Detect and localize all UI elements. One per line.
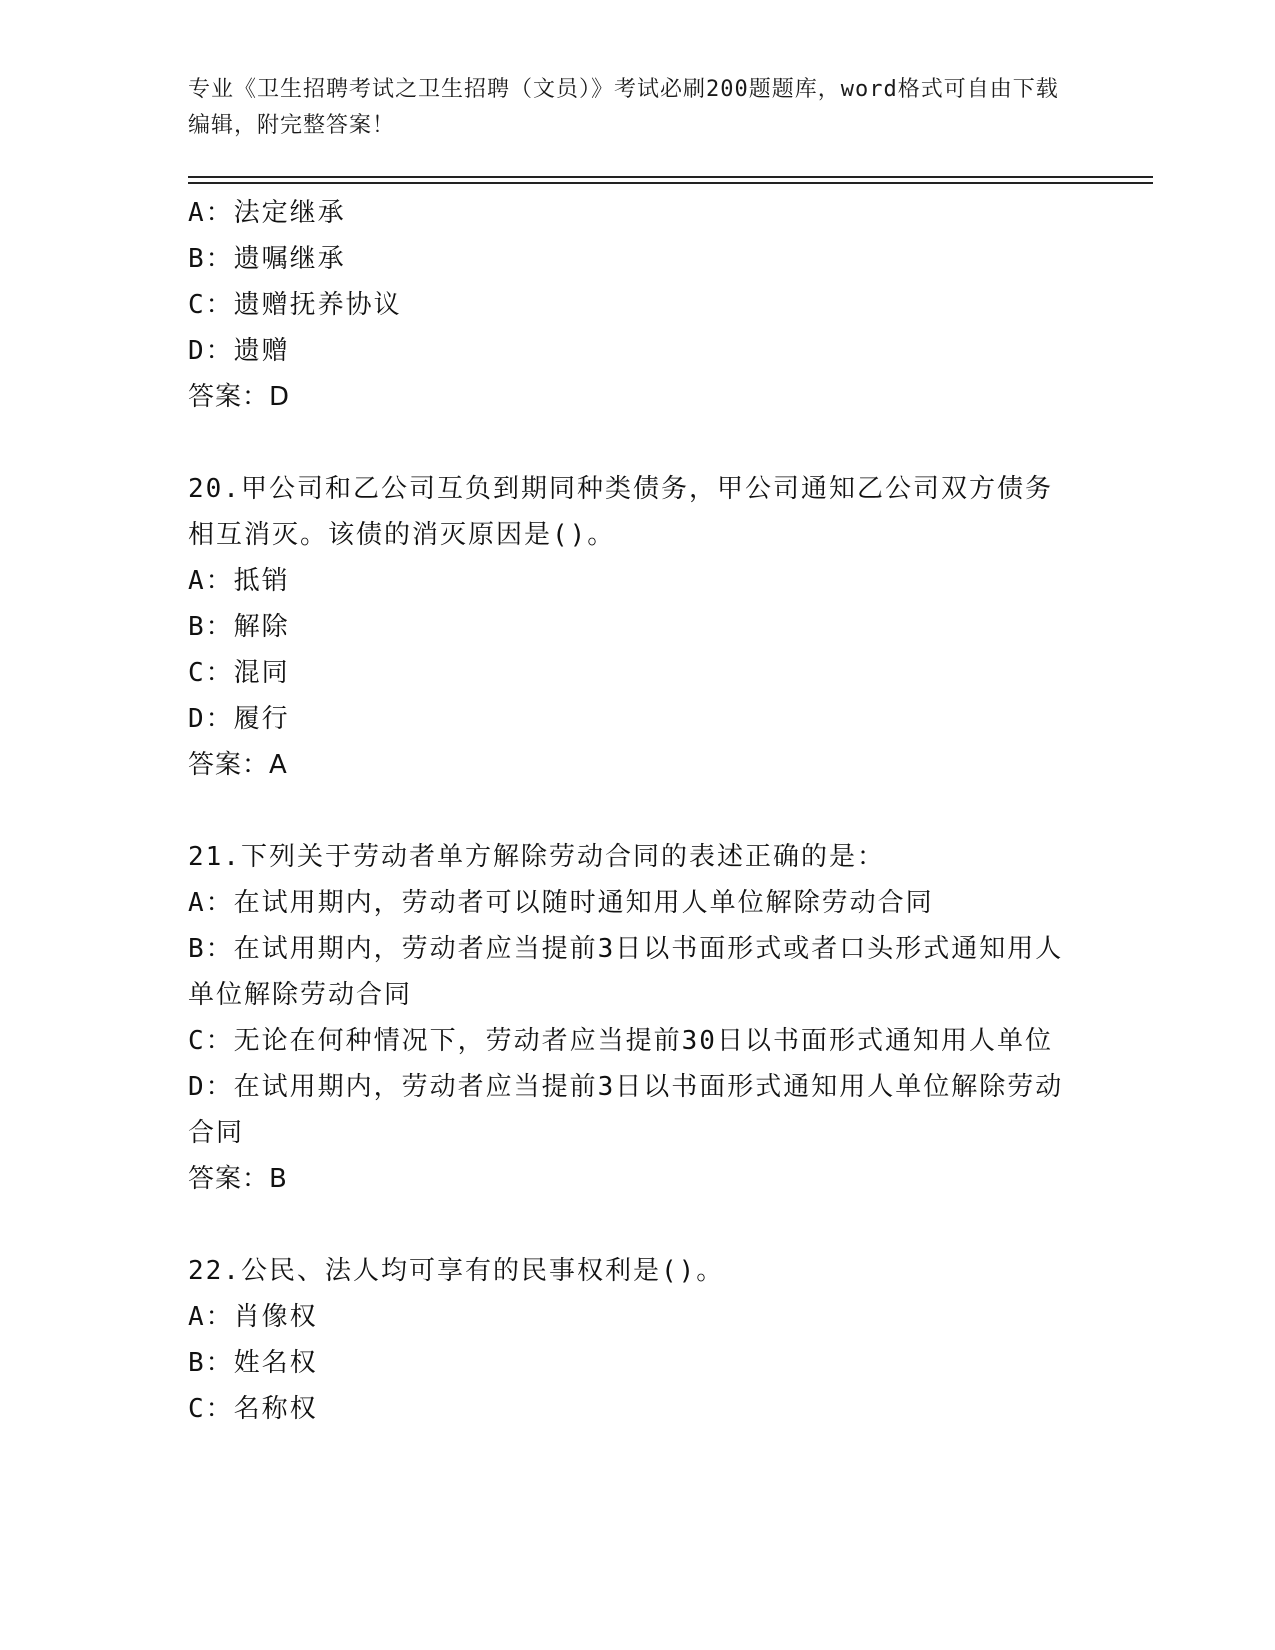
option-d: D：遗赠 (188, 336, 290, 366)
option-a: A：在试用期内，劳动者可以随时通知用人单位解除劳动合同 (188, 888, 934, 918)
option-a: A：抵销 (188, 566, 290, 596)
option-b: B：遗嘱继承 (188, 244, 346, 274)
option-b: B：姓名权 (188, 1348, 318, 1378)
option-b: B：在试用期内，劳动者应当提前3日以书面形式或者口头形式通知用人单位解除劳动合同 (188, 934, 1064, 1010)
option-d: D：履行 (188, 704, 290, 734)
header-rule-bottom (188, 182, 1153, 184)
option-c: C：混同 (188, 658, 290, 688)
header-rule-top (188, 176, 1153, 178)
spacer (188, 1202, 1088, 1248)
question-stem: 21.下列关于劳动者单方解除劳动合同的表述正确的是： (188, 842, 885, 872)
option-b: B：解除 (188, 612, 290, 642)
option-a: A：法定继承 (188, 198, 346, 228)
question-19 (188, 190, 1088, 420)
option-c: C：无论在何种情况下，劳动者应当提前30日以书面形式通知用人单位 (188, 1026, 1053, 1056)
question-20 (188, 466, 1088, 788)
question-stem: 22.公民、法人均可享有的民事权利是()。 (188, 1256, 725, 1286)
spacer (188, 420, 1088, 466)
document-header: 专业《卫生招聘考试之卫生招聘（文员）》考试必刷200题题库，word格式可自由下载编辑，附完整答案！ (188, 77, 1059, 138)
option-d: D：在试用期内，劳动者应当提前3日以书面形式通知用人单位解除劳动合同 (188, 1072, 1064, 1148)
question-content (188, 190, 1088, 1432)
question-stem: 20.甲公司和乙公司互负到期同种类债务，甲公司通知乙公司双方债务相互消灭。该债的消灭原因是()。 (188, 474, 1053, 550)
answer-line: 答案：B (188, 1164, 288, 1194)
question-22 (188, 1248, 1088, 1432)
option-c: C：名称权 (188, 1394, 318, 1424)
question-21 (188, 834, 1088, 1202)
answer-line: 答案：A (188, 750, 288, 780)
option-c: C：遗赠抚养协议 (188, 290, 402, 320)
option-a: A：肖像权 (188, 1302, 318, 1332)
spacer (188, 788, 1088, 834)
answer-line: 答案：D (188, 382, 291, 412)
